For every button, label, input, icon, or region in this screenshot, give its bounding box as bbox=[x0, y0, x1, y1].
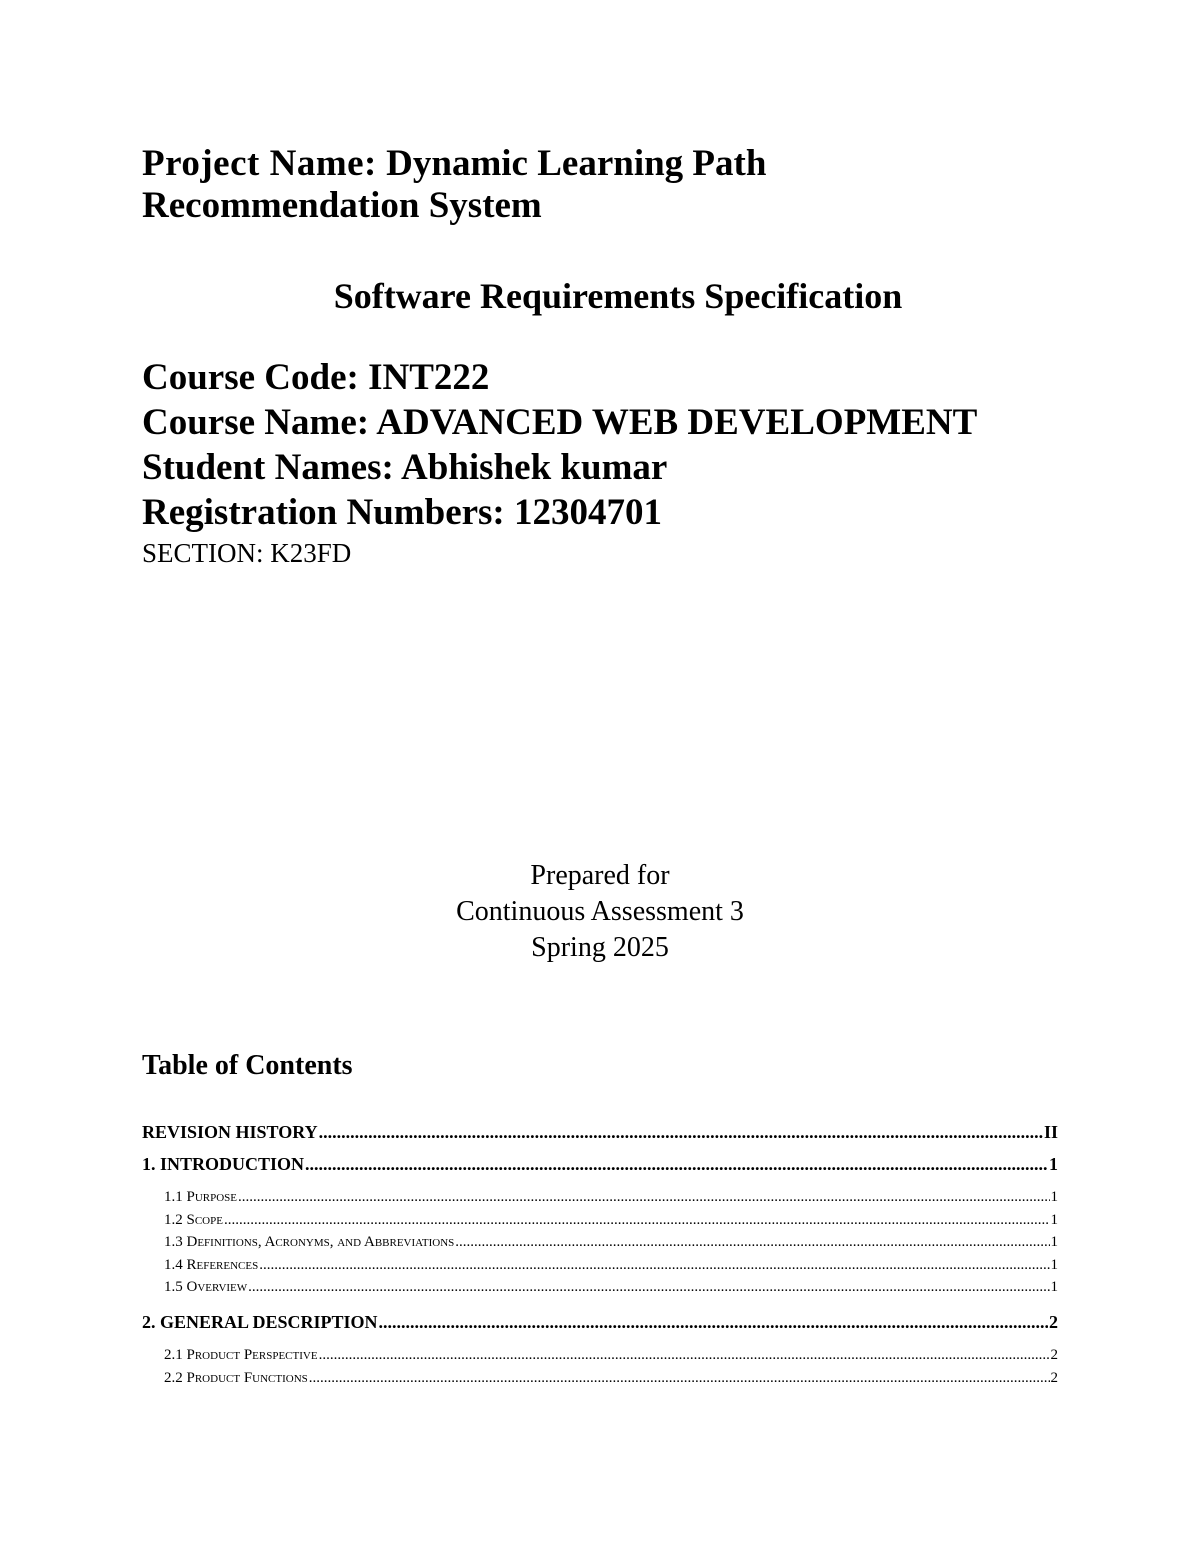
registration-line bbox=[142, 490, 1062, 535]
toc-entry-page: II bbox=[1043, 1122, 1058, 1142]
toc-entry-title: 1.4 References bbox=[164, 1256, 259, 1273]
toc-entry-revision-history[interactable] bbox=[142, 1120, 1058, 1152]
project-title bbox=[142, 143, 1052, 227]
prepared-for-line: Prepared for bbox=[530, 860, 670, 891]
project-name-value: Dynamic Learning Path Recommendation System bbox=[142, 143, 767, 226]
toc-entry-page: 1 bbox=[1050, 1279, 1058, 1295]
student-names-line bbox=[142, 445, 1062, 490]
toc-leader-dots bbox=[238, 1186, 1049, 1209]
section-line bbox=[142, 533, 1062, 573]
term-line: Spring 2025 bbox=[531, 932, 669, 963]
toc-leader-dots bbox=[305, 1152, 1048, 1176]
toc-entry-title: REVISION HISTORY bbox=[142, 1122, 318, 1142]
prepared-for-block bbox=[0, 858, 1200, 966]
toc-entry-page: 1 bbox=[1050, 1256, 1058, 1273]
section-label: SECTION: bbox=[142, 538, 264, 568]
toc-entry-page: 1 bbox=[1050, 1234, 1058, 1250]
toc-entry-product-perspective[interactable] bbox=[142, 1344, 1058, 1367]
toc-leader-dots bbox=[224, 1209, 1050, 1232]
course-name-value: ADVANCED WEB DEVELOPMENT bbox=[376, 402, 978, 443]
toc-entry-page: 1 bbox=[1050, 1189, 1058, 1205]
toc-entry-page: 1 bbox=[1049, 1154, 1058, 1174]
toc-entry-purpose[interactable] bbox=[142, 1186, 1058, 1209]
toc-leader-dots bbox=[248, 1276, 1049, 1299]
toc-entry-title: 1. INTRODUCTION bbox=[142, 1154, 305, 1174]
toc-entry-page: 2 bbox=[1050, 1369, 1058, 1386]
toc-entry-page: 2 bbox=[1049, 1312, 1058, 1332]
toc-entry-introduction[interactable] bbox=[142, 1152, 1058, 1186]
student-names-value: Abhishek kumar bbox=[401, 447, 668, 488]
course-name-label: Course Name: bbox=[142, 402, 370, 443]
toc-entry-page: 1 bbox=[1050, 1211, 1058, 1228]
assessment-line: Continuous Assessment 3 bbox=[456, 896, 744, 927]
toc-leader-dots bbox=[259, 1254, 1049, 1277]
course-info-block bbox=[142, 355, 1062, 573]
toc-leader-dots bbox=[319, 1120, 1043, 1144]
course-code-label: Course Code: bbox=[142, 357, 359, 398]
toc-leader-dots bbox=[319, 1344, 1050, 1367]
toc-entry-scope[interactable] bbox=[142, 1209, 1058, 1232]
toc-leader-dots bbox=[309, 1367, 1050, 1390]
registration-label: Registration Numbers: bbox=[142, 492, 505, 533]
toc-entry-references[interactable] bbox=[142, 1254, 1058, 1277]
toc-entry-title: 1.5 Overview bbox=[164, 1279, 248, 1295]
toc-entry-title: 1.3 Definitions, Acronyms, and Abbreviations bbox=[164, 1234, 455, 1250]
project-name-label: Project Name: bbox=[142, 143, 377, 184]
table-of-contents bbox=[142, 1120, 1058, 1389]
toc-entry-page: 2 bbox=[1050, 1347, 1058, 1363]
toc-entry-title: 2.1 Product Perspective bbox=[164, 1347, 318, 1363]
student-names-label: Student Names: bbox=[142, 447, 394, 488]
toc-entry-title: 1.2 Scope bbox=[164, 1211, 223, 1228]
toc-entry-definitions[interactable] bbox=[142, 1231, 1058, 1254]
course-name-line bbox=[142, 400, 1062, 445]
toc-entry-product-functions[interactable] bbox=[142, 1367, 1058, 1390]
toc-leader-dots bbox=[455, 1231, 1049, 1254]
registration-value: 12304701 bbox=[514, 492, 663, 533]
toc-heading: Table of Contents bbox=[142, 1050, 353, 1081]
section-value: K23FD bbox=[270, 538, 352, 568]
toc-entry-title: 2.2 Product Functions bbox=[164, 1369, 308, 1386]
toc-entry-title: 1.1 Purpose bbox=[164, 1189, 238, 1205]
document-title: Software Requirements Specification bbox=[333, 276, 903, 316]
course-code-value: INT222 bbox=[368, 357, 490, 398]
toc-entry-title: 2. GENERAL DESCRIPTION bbox=[142, 1312, 378, 1332]
course-code-line bbox=[142, 355, 1062, 400]
toc-entry-overview[interactable] bbox=[142, 1276, 1058, 1310]
toc-entry-general-description[interactable] bbox=[142, 1310, 1058, 1344]
toc-leader-dots bbox=[379, 1310, 1048, 1334]
